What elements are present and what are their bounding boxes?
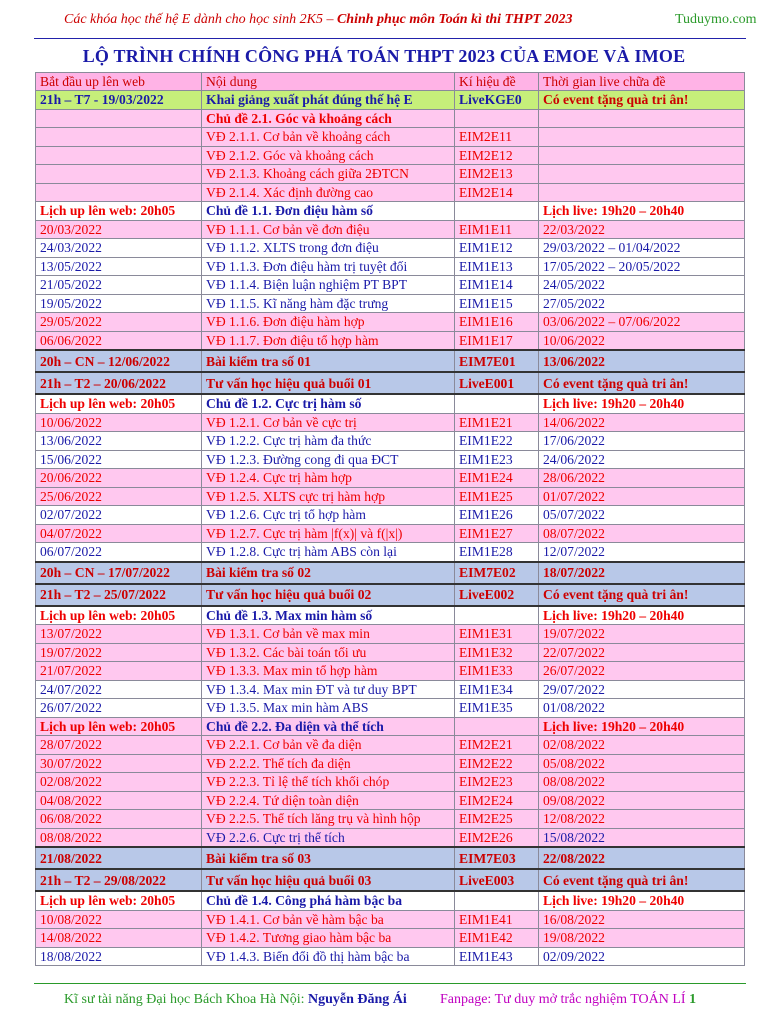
cell-live <box>539 165 745 184</box>
cell-live: 05/08/2022 <box>539 754 745 773</box>
table-row <box>36 524 745 543</box>
cell-code: EIM1E15 <box>455 294 539 313</box>
cell-content: VĐ 1.2.5. XLTS cực trị hàm hợp <box>202 487 455 506</box>
cell-code: EIM2E11 <box>455 128 539 147</box>
cell-content: VĐ 1.1.1. Cơ bản về đơn điệu <box>202 220 455 239</box>
cell-code: EIM2E23 <box>455 773 539 792</box>
cell-live <box>539 128 745 147</box>
cell-content: VĐ 2.1.2. Góc và khoảng cách <box>202 146 455 165</box>
cell-date <box>36 146 202 165</box>
cell-code: EIM2E13 <box>455 165 539 184</box>
cell-code: EIM2E26 <box>455 828 539 847</box>
cell-content: Chủ đề 1.1. Đơn điệu hàm số <box>202 202 455 221</box>
cell-code: EIM1E23 <box>455 450 539 469</box>
cell-date: 13/06/2022 <box>36 432 202 451</box>
table-row <box>36 276 745 295</box>
cell-code: EIM1E11 <box>455 220 539 239</box>
cell-date: 21/05/2022 <box>36 276 202 295</box>
cell-live: Có event tặng quà tri ân! <box>539 869 745 891</box>
topic-row <box>36 606 745 625</box>
cell-live: Lịch live: 19h20 – 20h40 <box>539 891 745 910</box>
table-row <box>36 773 745 792</box>
cell-date: 21/07/2022 <box>36 662 202 681</box>
cell-live: 09/08/2022 <box>539 791 745 810</box>
table-row <box>36 947 745 966</box>
cell-live: Lịch live: 19h20 – 20h40 <box>539 717 745 736</box>
col-header-start: Bắt đầu up lên web <box>36 73 202 91</box>
cell-live: 01/08/2022 <box>539 699 745 718</box>
table-row <box>36 699 745 718</box>
table-row <box>36 294 745 313</box>
cell-date <box>36 109 202 128</box>
cell-content: Chủ đề 2.1. Góc và khoảng cách <box>202 109 455 128</box>
cell-live: Có event tặng quà tri ân! <box>539 91 745 110</box>
cell-date: 02/08/2022 <box>36 773 202 792</box>
cell-date: 20/06/2022 <box>36 469 202 488</box>
cell-content: Bài kiểm tra số 03 <box>202 847 455 869</box>
cell-date: 29/05/2022 <box>36 313 202 332</box>
cell-content: VĐ 1.4.1. Cơ bản về hàm bậc ba <box>202 910 455 929</box>
table-row <box>36 625 745 644</box>
cell-live: 19/07/2022 <box>539 625 745 644</box>
cell-content: VĐ 2.2.4. Tứ diện toàn diện <box>202 791 455 810</box>
cell-live: 12/08/2022 <box>539 810 745 829</box>
cell-live: 10/06/2022 <box>539 331 745 350</box>
cell-live: 02/09/2022 <box>539 947 745 966</box>
cell-code: LiveE002 <box>455 584 539 606</box>
cell-content: VĐ 1.3.1. Cơ bản về max min <box>202 625 455 644</box>
cell-code <box>455 202 539 221</box>
cell-date: Lịch up lên web: 20h05 <box>36 202 202 221</box>
header-site: Tuduymo.com <box>675 12 757 27</box>
cell-code: LiveE003 <box>455 869 539 891</box>
cell-date: 08/08/2022 <box>36 828 202 847</box>
cell-code: EIM7E03 <box>455 847 539 869</box>
exam-row <box>36 869 745 891</box>
cell-code: EIM7E01 <box>455 350 539 372</box>
cell-code: EIM1E24 <box>455 469 539 488</box>
cell-date: 02/07/2022 <box>36 506 202 525</box>
cell-code: EIM1E25 <box>455 487 539 506</box>
cell-date: 10/08/2022 <box>36 910 202 929</box>
cell-code: EIM2E21 <box>455 736 539 755</box>
table-row <box>36 810 745 829</box>
table-row <box>36 828 745 847</box>
cell-content: VĐ 1.1.2. XLTS trong đơn điệu <box>202 239 455 258</box>
cell-content: VĐ 1.4.2. Tương giao hàm bậc ba <box>202 929 455 948</box>
cell-live: 02/08/2022 <box>539 736 745 755</box>
cell-date: Lịch up lên web: 20h05 <box>36 717 202 736</box>
table-row <box>36 469 745 488</box>
cell-date: 21h – T2 – 25/07/2022 <box>36 584 202 606</box>
col-header-live: Thời gian live chữa đề <box>539 73 745 91</box>
cell-code: EIM7E02 <box>455 562 539 584</box>
cell-live: 01/07/2022 <box>539 487 745 506</box>
cell-content: VĐ 2.2.2. Thể tích đa diện <box>202 754 455 773</box>
cell-live: 19/08/2022 <box>539 929 745 948</box>
table-row <box>36 183 745 202</box>
cell-live: 17/06/2022 <box>539 432 745 451</box>
cell-date: 19/05/2022 <box>36 294 202 313</box>
header-rule <box>34 38 746 39</box>
cell-date: 10/06/2022 <box>36 413 202 432</box>
cell-code: EIM1E42 <box>455 929 539 948</box>
cell-content: VĐ 2.2.6. Cực trị thể tích <box>202 828 455 847</box>
table-row <box>36 165 745 184</box>
cell-date: 06/08/2022 <box>36 810 202 829</box>
exam-row <box>36 584 745 606</box>
cell-code: EIM1E12 <box>455 239 539 258</box>
cell-live: 08/07/2022 <box>539 524 745 543</box>
table-row <box>36 331 745 350</box>
topic-row <box>36 394 745 413</box>
cell-date: Lịch up lên web: 20h05 <box>36 394 202 413</box>
cell-content: VĐ 1.3.3. Max min tổ hợp hàm <box>202 662 455 681</box>
cell-date: 13/07/2022 <box>36 625 202 644</box>
table-row <box>36 543 745 562</box>
cell-content: VĐ 1.1.4. Biện luận nghiệm PT BPT <box>202 276 455 295</box>
table-row <box>36 736 745 755</box>
cell-content: VĐ 1.3.4. Max min ĐT và tư duy BPT <box>202 680 455 699</box>
cell-live: Lịch live: 19h20 – 20h40 <box>539 394 745 413</box>
cell-code: LiveE001 <box>455 372 539 394</box>
table-row <box>36 146 745 165</box>
cell-live: Có event tặng quà tri ân! <box>539 584 745 606</box>
cell-content: Chủ đề 2.2. Đa diện và thể tích <box>202 717 455 736</box>
cell-content: VĐ 1.1.6. Đơn điệu hàm hợp <box>202 313 455 332</box>
cell-date: 15/06/2022 <box>36 450 202 469</box>
exam-row <box>36 350 745 372</box>
cell-content: Chủ đề 1.2. Cực trị hàm số <box>202 394 455 413</box>
table-row <box>36 432 745 451</box>
cell-code: EIM1E26 <box>455 506 539 525</box>
cell-live: 03/06/2022 – 07/06/2022 <box>539 313 745 332</box>
cell-code: EIM1E27 <box>455 524 539 543</box>
cell-live <box>539 183 745 202</box>
cell-code: LiveKGE0 <box>455 91 539 110</box>
cell-code: EIM1E28 <box>455 543 539 562</box>
cell-date: 14/08/2022 <box>36 929 202 948</box>
cell-live: 13/06/2022 <box>539 350 745 372</box>
cell-date <box>36 165 202 184</box>
cell-code: EIM1E21 <box>455 413 539 432</box>
cell-date: 21h – T2 – 20/06/2022 <box>36 372 202 394</box>
table-row <box>36 91 745 110</box>
page-number: 1 <box>689 992 697 1007</box>
table-row <box>36 754 745 773</box>
cell-content: VĐ 1.2.1. Cơ bản về cực trị <box>202 413 455 432</box>
footer-fanpage: Fanpage: Tư duy mở trắc nghiệm TOÁN LÍ 1 <box>440 992 697 1007</box>
exam-row <box>36 562 745 584</box>
page-title: LỘ TRÌNH CHÍNH CÔNG PHÁ TOÁN THPT 2023 CỦA EMOE VÀ IMOE <box>82 46 686 66</box>
table-row <box>36 929 745 948</box>
cell-code: EIM1E32 <box>455 643 539 662</box>
cell-code: EIM1E14 <box>455 276 539 295</box>
cell-date: 20h – CN – 12/06/2022 <box>36 350 202 372</box>
page-header <box>0 10 768 34</box>
cell-code: EIM1E17 <box>455 331 539 350</box>
cell-content: Tư vấn học hiệu quả buổi 02 <box>202 584 455 606</box>
cell-code: EIM1E34 <box>455 680 539 699</box>
table-row <box>36 128 745 147</box>
cell-content: Bài kiểm tra số 02 <box>202 562 455 584</box>
cell-code: EIM1E31 <box>455 625 539 644</box>
cell-code <box>455 717 539 736</box>
table-row <box>36 643 745 662</box>
cell-live: Lịch live: 19h20 – 20h40 <box>539 606 745 625</box>
cell-code: EIM1E16 <box>455 313 539 332</box>
cell-live: Có event tặng quà tri ân! <box>539 372 745 394</box>
cell-date: 20h – CN – 17/07/2022 <box>36 562 202 584</box>
cell-date: 04/08/2022 <box>36 791 202 810</box>
cell-content: VĐ 1.3.2. Các bài toán tối ưu <box>202 643 455 662</box>
exam-row <box>36 847 745 869</box>
cell-date <box>36 128 202 147</box>
cell-content: VĐ 1.2.7. Cực trị hàm |f(x)| và f(|x|) <box>202 524 455 543</box>
cell-code <box>455 606 539 625</box>
table-row <box>36 220 745 239</box>
cell-content: Bài kiểm tra số 01 <box>202 350 455 372</box>
cell-code: EIM1E13 <box>455 257 539 276</box>
table-row <box>36 662 745 681</box>
cell-code: EIM1E22 <box>455 432 539 451</box>
header-course-text: Các khóa học thế hệ E dành cho học sinh 2K5 – Chinh phục môn Toán kì thi THPT 2023 <box>64 12 573 27</box>
cell-date: Lịch up lên web: 20h05 <box>36 891 202 910</box>
cell-live <box>539 146 745 165</box>
cell-code: EIM1E43 <box>455 947 539 966</box>
cell-live: 14/06/2022 <box>539 413 745 432</box>
cell-live: 26/07/2022 <box>539 662 745 681</box>
cell-code <box>455 891 539 910</box>
cell-content: Tư vấn học hiệu quả buổi 03 <box>202 869 455 891</box>
table-row <box>36 413 745 432</box>
table-row <box>36 109 745 128</box>
cell-code: EIM2E25 <box>455 810 539 829</box>
cell-content: Chủ đề 1.4. Công phá hàm bậc ba <box>202 891 455 910</box>
cell-code: EIM1E33 <box>455 662 539 681</box>
cell-content: VĐ 1.1.7. Đơn điệu tổ hợp hàm <box>202 331 455 350</box>
cell-live: 15/08/2022 <box>539 828 745 847</box>
table-row <box>36 910 745 929</box>
cell-date: 24/07/2022 <box>36 680 202 699</box>
cell-content: VĐ 1.1.5. Kĩ năng hàm đặc trưng <box>202 294 455 313</box>
exam-row <box>36 372 745 394</box>
table-header-row <box>36 73 745 91</box>
cell-content: VĐ 2.2.1. Cơ bản về đa diện <box>202 736 455 755</box>
cell-live: 29/07/2022 <box>539 680 745 699</box>
cell-date: 06/07/2022 <box>36 543 202 562</box>
table-row <box>36 791 745 810</box>
col-header-code: Kí hiệu đề <box>455 73 539 91</box>
table-row <box>36 680 745 699</box>
cell-date: 04/07/2022 <box>36 524 202 543</box>
topic-row <box>36 202 745 221</box>
cell-date: 30/07/2022 <box>36 754 202 773</box>
table-row <box>36 487 745 506</box>
cell-content: Chủ đề 1.3. Max min hàm số <box>202 606 455 625</box>
cell-date: 25/06/2022 <box>36 487 202 506</box>
cell-code <box>455 109 539 128</box>
table-row <box>36 257 745 276</box>
cell-content: VĐ 2.2.5. Thể tích lăng trụ và hình hộp <box>202 810 455 829</box>
cell-date: Lịch up lên web: 20h05 <box>36 606 202 625</box>
cell-content: VĐ 1.2.2. Cực trị hàm đa thức <box>202 432 455 451</box>
table-row <box>36 450 745 469</box>
cell-code: EIM1E35 <box>455 699 539 718</box>
cell-content: Tư vấn học hiệu quả buổi 01 <box>202 372 455 394</box>
cell-live: 16/08/2022 <box>539 910 745 929</box>
topic-row <box>36 717 745 736</box>
cell-live: 24/05/2022 <box>539 276 745 295</box>
topic-row <box>36 891 745 910</box>
cell-code: EIM1E41 <box>455 910 539 929</box>
cell-live: 29/03/2022 – 01/04/2022 <box>539 239 745 258</box>
cell-content: VĐ 1.2.4. Cực trị hàm hợp <box>202 469 455 488</box>
cell-content: VĐ 2.1.1. Cơ bản về khoảng cách <box>202 128 455 147</box>
table-row <box>36 313 745 332</box>
cell-code: EIM2E14 <box>455 183 539 202</box>
cell-code <box>455 394 539 413</box>
cell-date: 24/03/2022 <box>36 239 202 258</box>
cell-content: VĐ 1.2.3. Đường cong đi qua ĐCT <box>202 450 455 469</box>
cell-date: 21h – T7 - 19/03/2022 <box>36 91 202 110</box>
cell-content: VĐ 2.1.4. Xác định đường cao <box>202 183 455 202</box>
cell-live: 05/07/2022 <box>539 506 745 525</box>
cell-live: 28/06/2022 <box>539 469 745 488</box>
cell-date: 21h – T2 – 29/08/2022 <box>36 869 202 891</box>
cell-live: Lịch live: 19h20 – 20h40 <box>539 202 745 221</box>
col-header-content: Nội dung <box>202 73 455 91</box>
cell-date: 18/08/2022 <box>36 947 202 966</box>
cell-content: VĐ 1.2.6. Cực trị tổ hợp hàm <box>202 506 455 525</box>
cell-date: 21/08/2022 <box>36 847 202 869</box>
cell-date: 19/07/2022 <box>36 643 202 662</box>
cell-content: VĐ 1.4.3. Biến đổi đồ thị hàm bậc ba <box>202 947 455 966</box>
cell-live: 22/07/2022 <box>539 643 745 662</box>
cell-date: 06/06/2022 <box>36 331 202 350</box>
cell-live: 17/05/2022 – 20/05/2022 <box>539 257 745 276</box>
cell-live: 22/08/2022 <box>539 847 745 869</box>
cell-content: VĐ 1.1.3. Đơn điệu hàm trị tuyệt đối <box>202 257 455 276</box>
cell-live: 18/07/2022 <box>539 562 745 584</box>
cell-code: EIM2E22 <box>455 754 539 773</box>
footer-author: Kĩ sư tài năng Đại học Bách Khoa Hà Nội: Nguyễn Đăng Ái <box>64 992 407 1007</box>
cell-live: 12/07/2022 <box>539 543 745 562</box>
cell-date: 28/07/2022 <box>36 736 202 755</box>
cell-date: 13/05/2022 <box>36 257 202 276</box>
cell-live: 22/03/2022 <box>539 220 745 239</box>
cell-content: Khai giảng xuất phát đúng thế hệ E <box>202 91 455 110</box>
cell-date <box>36 183 202 202</box>
table-row <box>36 506 745 525</box>
cell-code: EIM2E12 <box>455 146 539 165</box>
table-row <box>36 239 745 258</box>
cell-content: VĐ 2.2.3. Tỉ lệ thể tích khối chóp <box>202 773 455 792</box>
cell-live: 24/06/2022 <box>539 450 745 469</box>
cell-code: EIM2E24 <box>455 791 539 810</box>
footer-rule <box>34 983 746 984</box>
schedule-table <box>35 72 745 966</box>
cell-live: 08/08/2022 <box>539 773 745 792</box>
cell-live <box>539 109 745 128</box>
cell-content: VĐ 1.3.5. Max min hàm ABS <box>202 699 455 718</box>
cell-date: 26/07/2022 <box>36 699 202 718</box>
cell-date: 20/03/2022 <box>36 220 202 239</box>
cell-live: 27/05/2022 <box>539 294 745 313</box>
cell-content: VĐ 2.1.3. Khoảng cách giữa 2ĐTCN <box>202 165 455 184</box>
cell-content: VĐ 1.2.8. Cực trị hàm ABS còn lại <box>202 543 455 562</box>
